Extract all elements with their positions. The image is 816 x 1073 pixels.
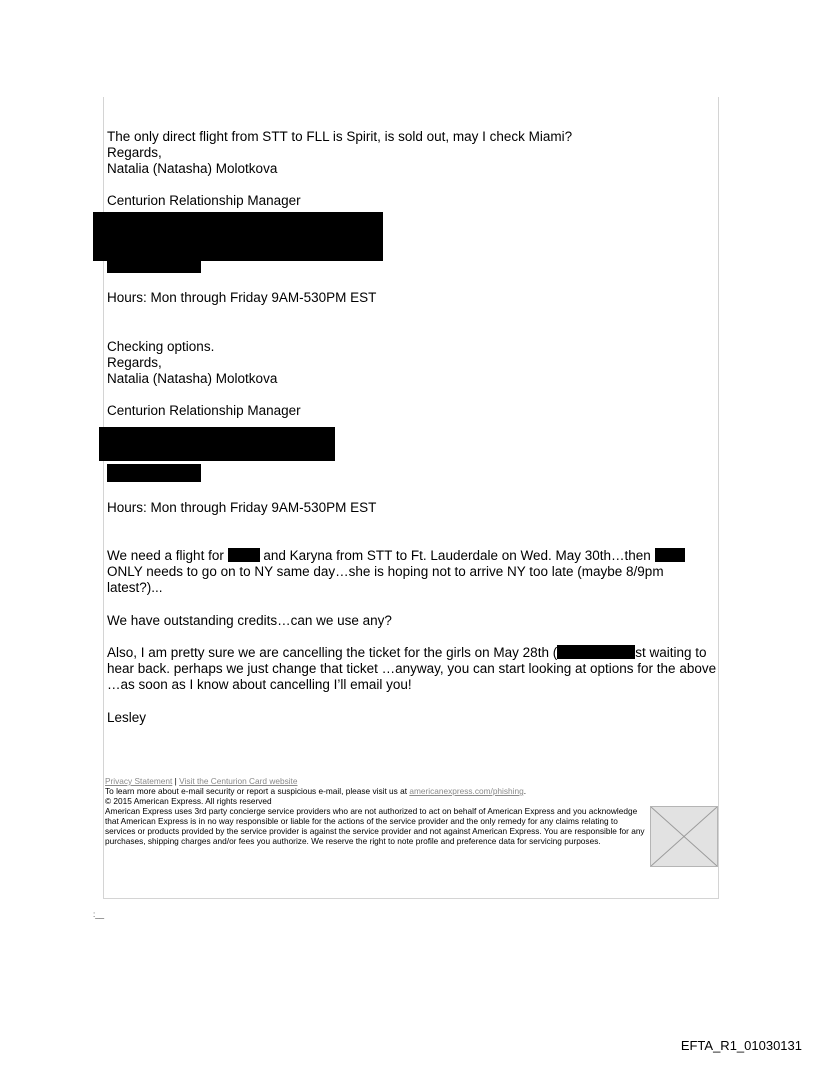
email3-p3-a: Also, I am pretty sure we are cancelling the ticket for the girls on May 28th ( <box>107 645 558 660</box>
email1-sender-name: Natalia (Natasha) Molotkova <box>107 161 278 176</box>
email2-body: Checking options. <box>107 339 215 354</box>
email2-sender-title: Centurion Relationship Manager <box>107 403 301 418</box>
redaction-block <box>107 261 201 273</box>
email3-signature: Lesley <box>107 710 147 725</box>
email3-paragraph-3 <box>107 645 717 693</box>
email2-hours: Hours: Mon through Friday 9AM-530PM EST <box>107 500 377 515</box>
email1-body: The only direct flight from STT to FLL is Spirit, is sold out, may I check Miami? <box>107 129 573 144</box>
email2-regards: Regards, <box>107 355 162 370</box>
email2-sender-name: Natalia (Natasha) Molotkova <box>107 371 278 386</box>
privacy-statement-link[interactable]: Privacy Statement <box>105 776 173 786</box>
broken-image-placeholder <box>650 806 718 867</box>
centurion-card-link[interactable]: Visit the Centurion Card website <box>179 776 298 786</box>
email3-p1-c: ONLY needs to go on to NY same day…she is hoping not to arrive NY too late (maybe 8/9pm latest?)... <box>107 564 664 595</box>
redaction-block <box>107 464 201 482</box>
email1-sender-title: Centurion Relationship Manager <box>107 193 301 208</box>
email3-p3-b: st waiting to hear back. perhaps we just change that ticket …anyway, you can start looking at options for the above …as soon as I know about cancelling I’ll email you! <box>107 645 717 692</box>
copyright-text: © 2015 American Express. All rights reserved <box>105 796 272 806</box>
security-text: To learn more about e-mail security or report a suspicious e-mail, please visit us at <box>105 786 408 796</box>
email-footer <box>105 776 650 846</box>
redaction-inline <box>228 548 260 562</box>
redaction-inline <box>655 548 685 562</box>
email3-paragraph-1 <box>107 548 717 596</box>
email1-regards: Regards, <box>107 145 162 160</box>
email3-p1-a: We need a flight for <box>107 548 224 563</box>
email1-hours: Hours: Mon through Friday 9AM-530PM EST <box>107 290 377 305</box>
redaction-block <box>99 427 335 461</box>
email3-p1-b: and Karyna from STT to Ft. Lauderdale on Wed. May 30th…then <box>263 548 651 563</box>
footer-period: . <box>523 786 527 796</box>
broken-image-icon <box>651 807 717 866</box>
redaction-block <box>93 212 383 261</box>
phishing-link[interactable]: americanexpress.com/phishing <box>409 786 524 796</box>
redaction-inline <box>557 645 635 659</box>
stray-mark: :__ <box>93 910 105 919</box>
bates-number: EFTA_R1_01030131 <box>680 1038 802 1053</box>
disclaimer-text: American Express uses 3rd party concierge service providers who are not authorized to act on behalf of American Express and you acknowledge that American Express is in no way responsible or liable for the actions of the service provider and the only remedy for any claims relating to services or products provided by the service provider is against the service provider and not against American Express. You are responsible for any purchases, shipping charges and/or fees you authorize. We reserve the right to note profile and preference data for servicing purposes. <box>105 806 645 846</box>
footer-separator: | <box>174 776 177 786</box>
email3-paragraph-2: We have outstanding credits…can we use any? <box>107 613 392 628</box>
